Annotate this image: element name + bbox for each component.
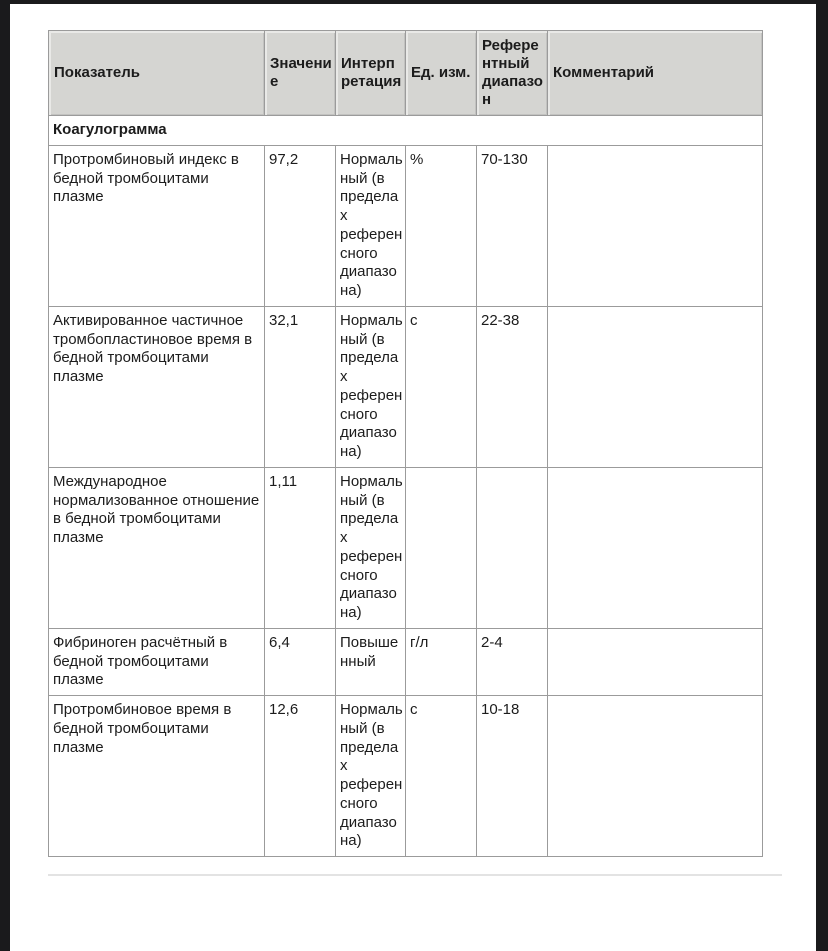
cell-interpretation: Нормальный (в пределах референсного диапазона) <box>336 306 406 467</box>
cell-indicator: Международное нормализованное отношение в бедной тромбоцитами плазме <box>49 467 265 628</box>
cell-comment <box>548 306 763 467</box>
cell-reference-range <box>477 467 548 628</box>
cell-unit: с <box>406 696 477 857</box>
bottom-divider <box>48 874 782 876</box>
cell-interpretation: Нормальный (в пределах референсного диапазона) <box>336 467 406 628</box>
cell-unit: % <box>406 145 477 306</box>
table-header-row <box>49 31 763 116</box>
cell-indicator: Протромбиновый индекс в бедной тромбоцитами плазме <box>49 145 265 306</box>
cell-comment <box>548 467 763 628</box>
section-row <box>49 116 763 146</box>
cell-reference-range: 22-38 <box>477 306 548 467</box>
table-row <box>49 628 763 695</box>
cell-reference-range: 10-18 <box>477 696 548 857</box>
table-row <box>49 467 763 628</box>
cell-value: 32,1 <box>265 306 336 467</box>
col-header-comment: Комментарий <box>548 31 763 116</box>
table-row <box>49 696 763 857</box>
col-header-interpretation: Интерпретация <box>336 31 406 116</box>
lab-results-table <box>48 30 763 857</box>
col-header-reference-range: Референтный диапазон <box>477 31 548 116</box>
cell-value: 12,6 <box>265 696 336 857</box>
cell-indicator: Активированное частичное тромбопластиновое время в бедной тромбоцитами плазме <box>49 306 265 467</box>
cell-comment <box>548 145 763 306</box>
cell-interpretation: Нормальный (в пределах референсного диапазона) <box>336 145 406 306</box>
cell-interpretation: Повышенный <box>336 628 406 695</box>
cell-unit <box>406 467 477 628</box>
cell-reference-range: 2-4 <box>477 628 548 695</box>
col-header-unit: Ед. изм. <box>406 31 477 116</box>
section-title: Коагулограмма <box>49 116 763 146</box>
cell-comment <box>548 696 763 857</box>
cell-value: 1,11 <box>265 467 336 628</box>
table-row <box>49 145 763 306</box>
cell-value: 6,4 <box>265 628 336 695</box>
cell-unit: г/л <box>406 628 477 695</box>
cell-indicator: Протромбиновое время в бедной тромбоцитами плазме <box>49 696 265 857</box>
col-header-indicator: Показатель <box>49 31 265 116</box>
cell-comment <box>548 628 763 695</box>
cell-unit: с <box>406 306 477 467</box>
cell-value: 97,2 <box>265 145 336 306</box>
cell-reference-range: 70-130 <box>477 145 548 306</box>
report-page <box>10 4 816 951</box>
cell-interpretation: Нормальный (в пределах референсного диапазона) <box>336 696 406 857</box>
col-header-value: Значение <box>265 31 336 116</box>
cell-indicator: Фибриноген расчётный в бедной тромбоцитами плазме <box>49 628 265 695</box>
table-row <box>49 306 763 467</box>
